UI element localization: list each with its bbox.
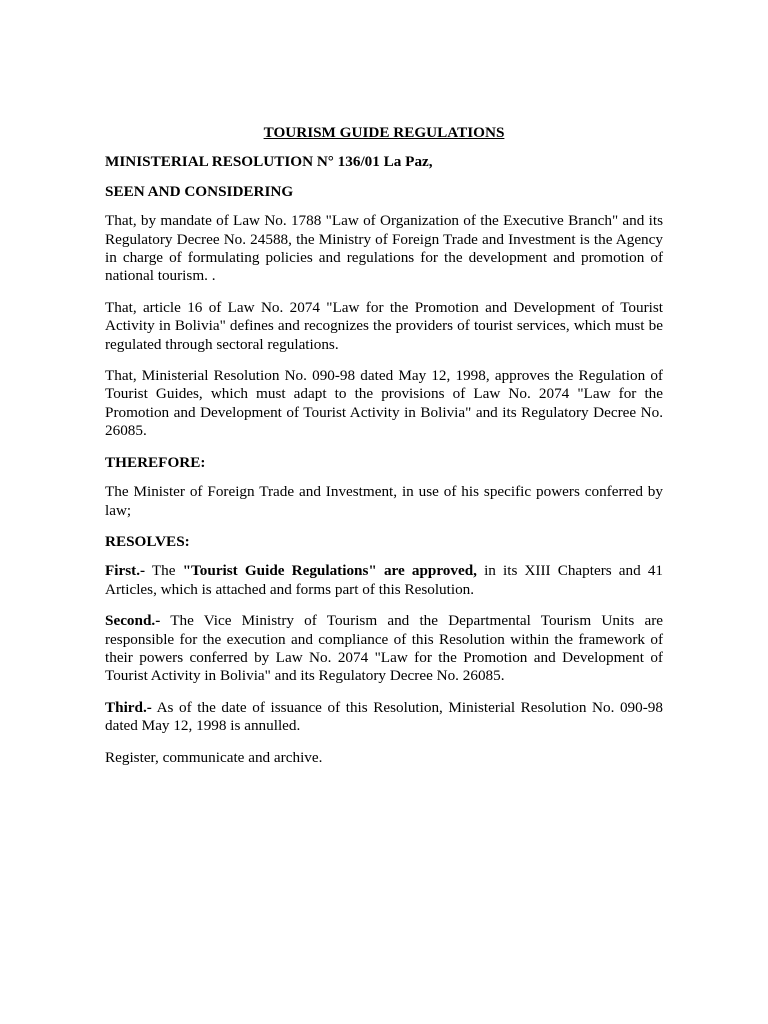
therefore-heading: THEREFORE: [105, 453, 206, 471]
resolves-heading: RESOLVES: [105, 532, 190, 550]
third-article [105, 699, 663, 736]
first-article-bold: "Tourist Guide Regulations" are approved, [182, 562, 477, 580]
therefore-paragraph: The Minister of Foreign Trade and Investment, in use of his specific powers conferred by law; [105, 483, 663, 519]
document-title: TOURISM GUIDE REGULATIONS [263, 124, 505, 141]
second-article [105, 612, 663, 686]
first-article [105, 562, 663, 599]
third-article-text: As of the date of issuance of this Resolution, Ministerial Resolution No. 090-98 dated May 12, 1998 is annulled. [105, 698, 663, 735]
considering-heading: SEEN AND CONSIDERING [105, 182, 294, 200]
second-article-lead: Second.- [105, 612, 161, 630]
first-article-lead: First.- [105, 562, 146, 580]
considering-paragraph-1: That, by mandate of Law No. 1788 "Law of Organization of the Executive Branch" and its Regulatory Decree No. 24588, the Ministry of Foreign Trade and Investment is the Agency in charge of formulating policies and regulations for the development and promotion of national tourism. . [105, 212, 663, 285]
first-article-text-b: in its XIII Chapters and 41 Articles, which is attached and forms part of this Resolution. [105, 562, 664, 598]
document-page [105, 124, 663, 780]
considering-paragraph-3: That, Ministerial Resolution No. 090-98 dated May 12, 1998, approves the Regulation of Tourist Guides, which must adapt to the provisions of Law No. 2074 "Law for the Promotion and Development of Tourist Activity in Bolivia" and its Regulatory Decree No. 26085. [105, 367, 663, 440]
resolution-heading: MINISTERIAL RESOLUTION N° 136/01 La Paz, [105, 153, 433, 171]
first-article-text-a: The [145, 562, 183, 580]
closing-line: Register, communicate and archive. [105, 748, 323, 766]
second-article-text: The Vice Ministry of Tourism and the Departmental Tourism Units are responsible for the execution and compliance of this Resolution within the framework of their powers conferred by Law No. 2074 "Law for the Promotion and Development of Tourist Activity in Bolivia" and its Regulatory Decree No. 26085. [105, 612, 663, 685]
considering-paragraph-2: That, article 16 of Law No. 2074 "Law for the Promotion and Development of Tourist Activity in Bolivia" defines and recognizes the providers of tourist services, which must be regulated through sectoral regulations. [105, 298, 663, 353]
third-article-lead: Third.- [105, 698, 152, 716]
